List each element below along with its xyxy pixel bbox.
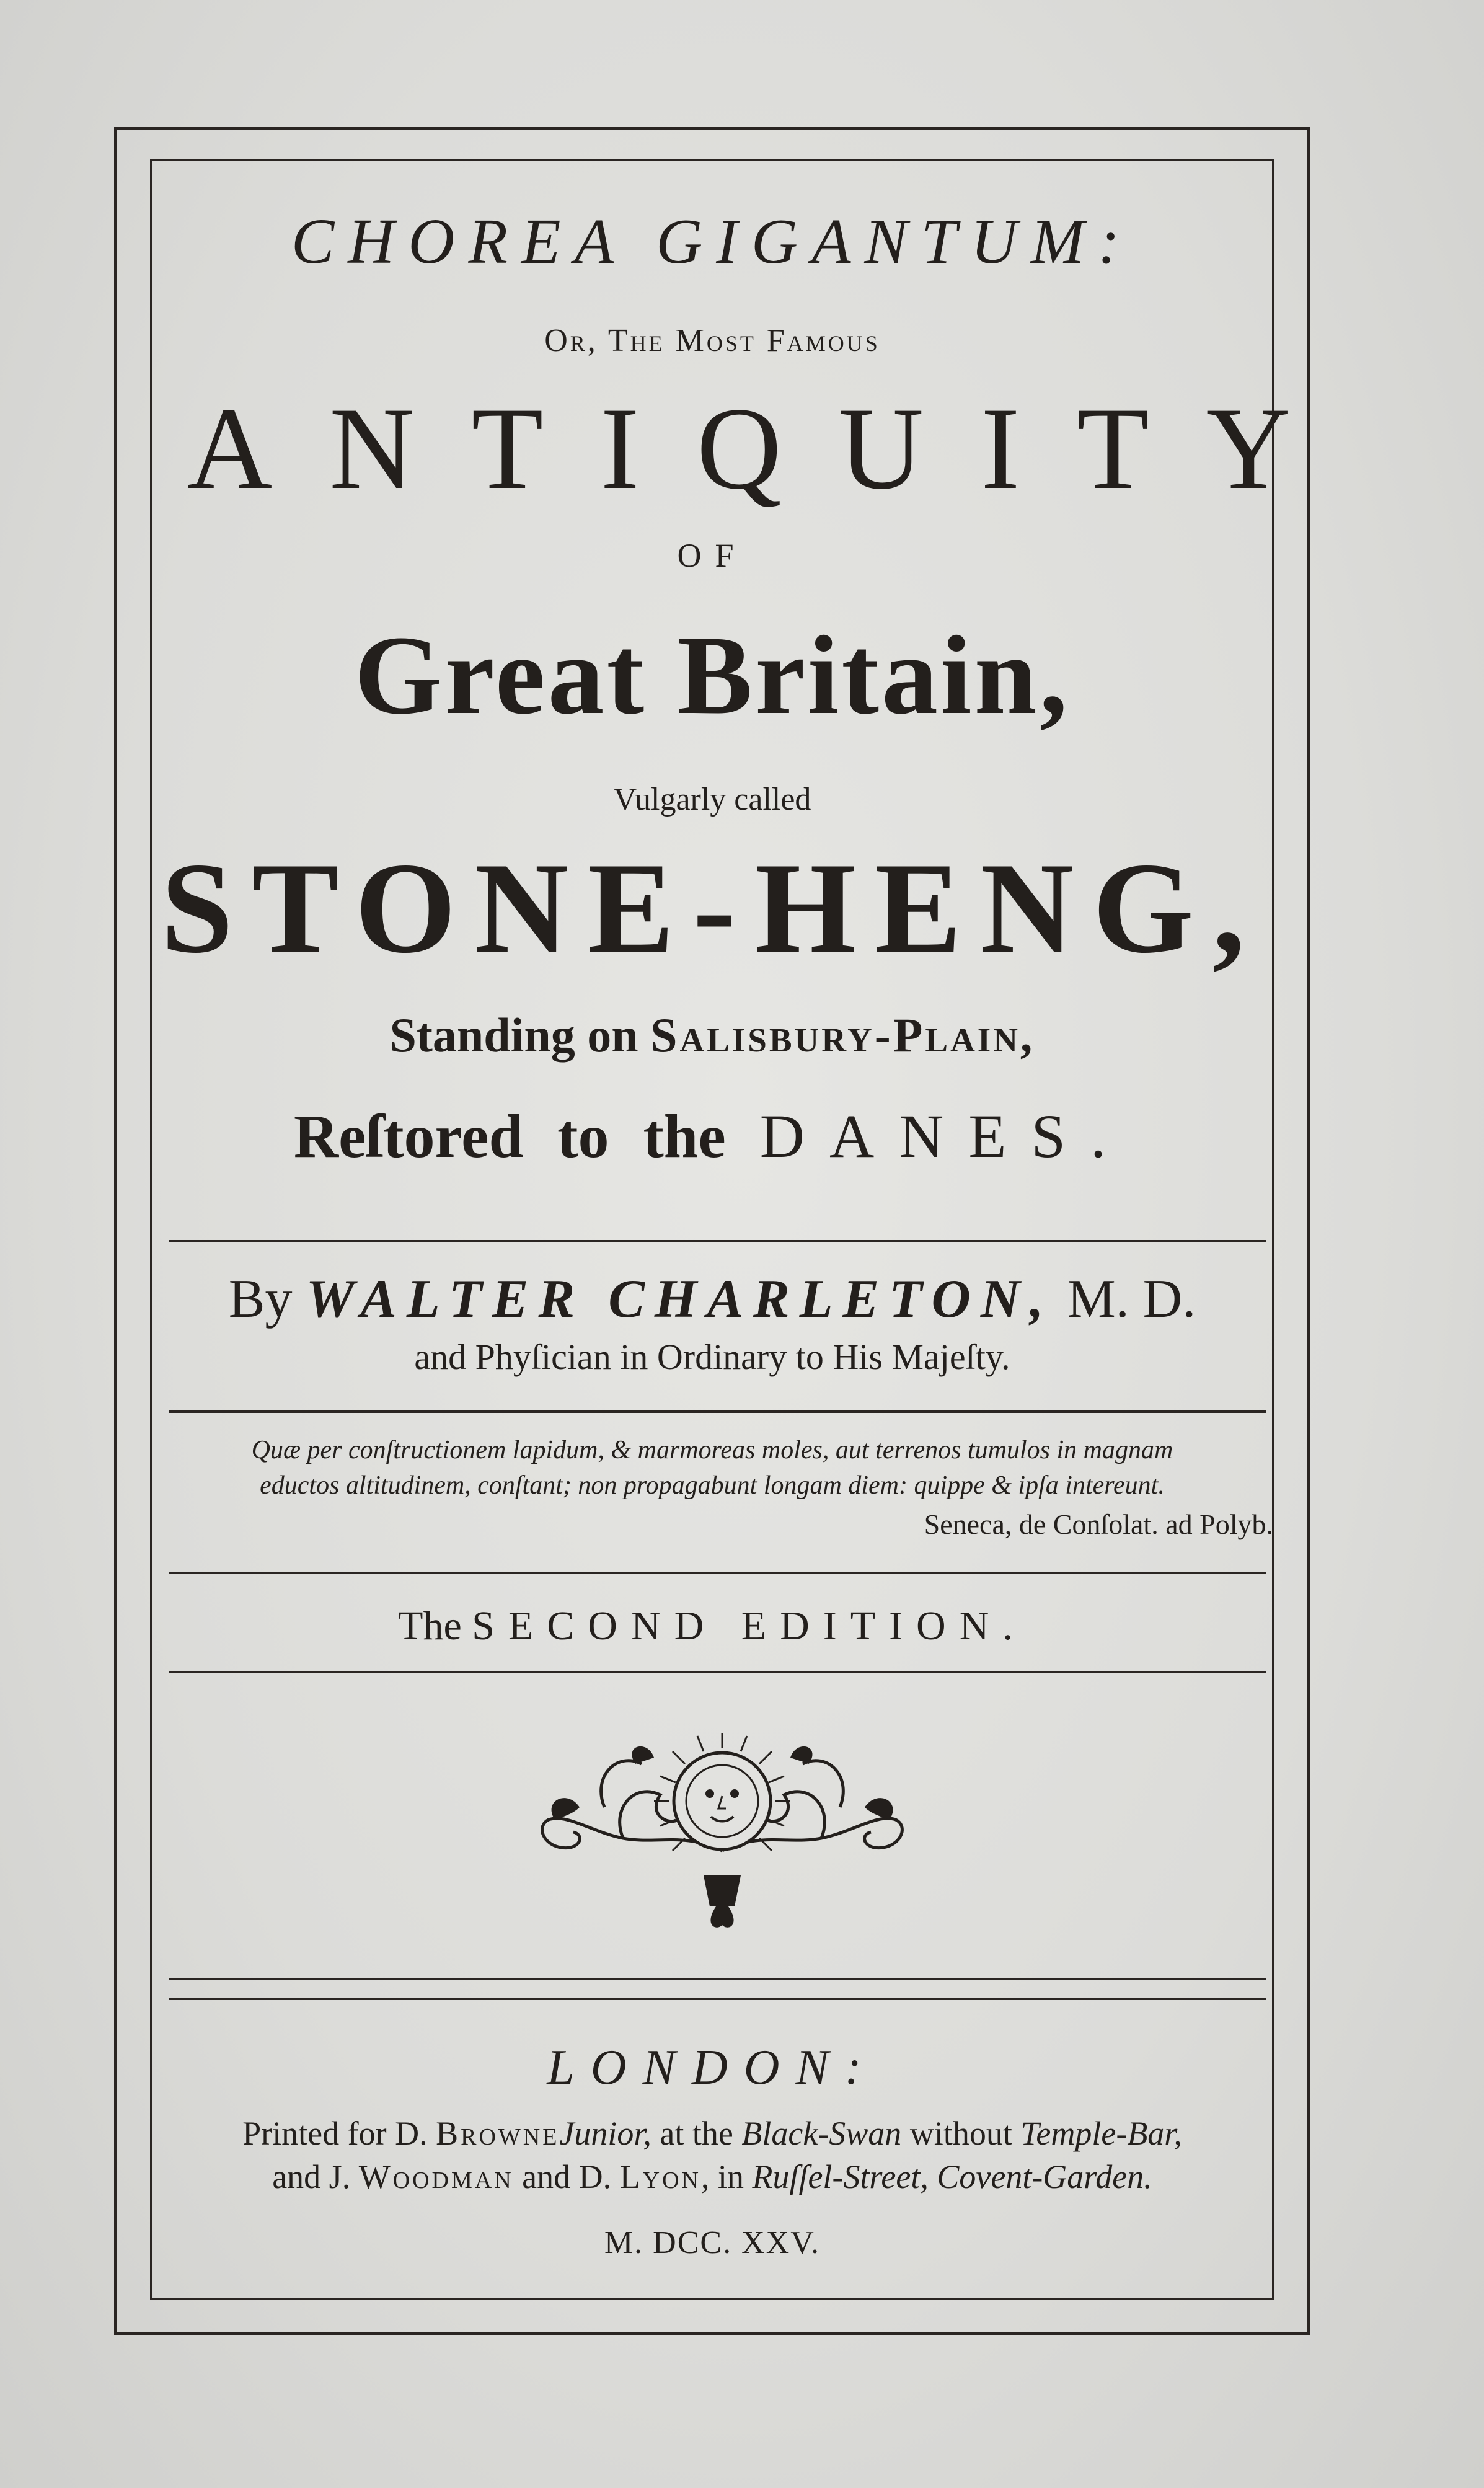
edition-text: SECOND EDITION.	[472, 1603, 1027, 1649]
printer2-woodman: Woodman	[358, 2158, 514, 2195]
rule-divider	[169, 1978, 1266, 1980]
subtitle-most-famous	[150, 322, 1274, 359]
edition-the: The	[398, 1603, 472, 1649]
printer1-without: without	[901, 2115, 1021, 2152]
restored-text: Reſtored to the	[293, 1102, 760, 1171]
standing-text: Standing on	[389, 1008, 651, 1062]
rule-divider	[169, 1240, 1266, 1242]
danes-text: DANES.	[759, 1102, 1131, 1171]
imprint-printer-line-1	[150, 2114, 1274, 2153]
imprint-place: LONDON:	[547, 2040, 878, 2095]
printer2-in: , in	[700, 2158, 753, 2195]
title-great-britain: Great Britain,	[354, 613, 1071, 738]
title-vulgarly-called: Vulgarly called	[613, 782, 811, 817]
rule-divider	[169, 1671, 1266, 1673]
author-degree: M. D.	[1053, 1269, 1196, 1329]
salisbury-plain-text: Salisbury-Plain,	[650, 1008, 1035, 1062]
printer1-black-swan: Black-Swan	[741, 2115, 902, 2152]
printer1-junior: Junior,	[559, 2115, 651, 2152]
author-line	[150, 1268, 1274, 1330]
printer1-temple-bar: Temple-Bar,	[1020, 2115, 1182, 2152]
title-of: OF	[677, 537, 748, 574]
rule-divider	[169, 1410, 1266, 1413]
quote-source: Seneca, de Conſolat. ad Polyb.	[924, 1508, 1273, 1540]
imprint-date: M. DCC. XXV.	[604, 2225, 821, 2260]
quote-line-2: eductos altitudinem, conſtant; non propagabunt longam diem: quippe & ipſa intereunt.	[260, 1471, 1165, 1500]
author-by: By	[228, 1269, 306, 1329]
title-stone-heng: STONE-HENG,	[161, 836, 1264, 980]
title-line-chorea-gigantum: CHOREA GIGANTUM:	[291, 206, 1134, 277]
title-standing-on	[150, 1007, 1274, 1063]
printer2-and-j: and J.	[272, 2158, 359, 2195]
rule-divider	[169, 1998, 1266, 2000]
edition-line	[150, 1603, 1274, 1650]
quote-line-1: Quæ per conſtructionem lapidum, & marmoreas moles, aut terrenos tumulos in magnam	[251, 1436, 1173, 1464]
printer1-a: Printed for D.	[242, 2115, 436, 2152]
printer2-street: Ruſſel-Street, Covent-Garden.	[752, 2158, 1152, 2195]
title-restored	[150, 1100, 1274, 1172]
author-role: and Phyſician in Ordinary to His Majeſty.	[414, 1337, 1010, 1377]
subtitle-text: Or, The Most Famous	[544, 323, 880, 358]
sun-face-ornament-icon	[530, 1727, 914, 1931]
printer2-and-d: and D.	[513, 2158, 620, 2195]
title-antiquity: ANTIQUITY	[187, 384, 1348, 514]
printer2-lyon: Lyon	[619, 2158, 701, 2195]
imprint-printer-line-2	[150, 2158, 1274, 2196]
rule-divider	[169, 1572, 1266, 1574]
printer1-browne: Browne	[436, 2115, 560, 2152]
printer1-at-the: at the	[651, 2115, 742, 2152]
author-name: WALTER CHARLETON,	[306, 1269, 1054, 1329]
